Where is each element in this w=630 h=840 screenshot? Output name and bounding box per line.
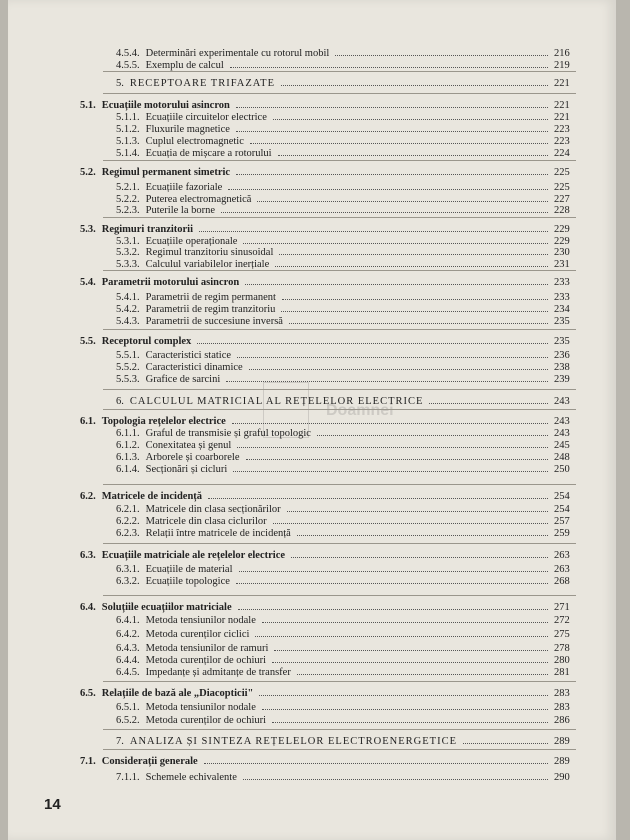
toc-entry-title: Ecuațiile matriciale ale rețelelor electrice [101, 550, 286, 561]
toc-entry-title: Cuplul electromagnetic [145, 136, 244, 147]
toc-entry-number: 6.3. [80, 550, 96, 561]
section-divider [103, 160, 576, 161]
toc-entry-number: 6.4.2. [116, 629, 140, 640]
toc-entry-page: 290 [554, 772, 570, 783]
dot-leader [317, 435, 548, 436]
toc-entry-title: Ecuațiile de material [145, 564, 233, 575]
dot-leader [197, 343, 548, 344]
toc-subsection [116, 770, 576, 783]
toc-entry-number: 5.4. [80, 277, 96, 288]
dot-leader [297, 535, 548, 536]
toc-entry-number: 6.4.4. [116, 655, 140, 666]
toc-entry-page: 272 [554, 615, 570, 626]
toc-entry-title: Caracteristici dinamice [145, 362, 243, 373]
toc-entry-number: 6.4.5. [116, 667, 140, 678]
toc-entry-title: Metoda curenților ciclici [145, 629, 250, 640]
dot-leader [291, 557, 548, 558]
toc-entry-page: 228 [554, 205, 570, 216]
book-page [8, 0, 616, 840]
toc-entry-page: 227 [554, 194, 570, 205]
toc-entry-number: 5.2.3. [116, 205, 140, 216]
toc-section [80, 600, 576, 613]
toc-entry-page: 219 [554, 60, 570, 71]
section-divider [103, 681, 576, 682]
dot-leader [262, 622, 548, 623]
toc-entry-title: Metoda curenților de ochiuri [145, 715, 267, 726]
page-number: 14 [44, 796, 61, 813]
toc-entry-page: 231 [554, 259, 570, 270]
toc-entry-title: Metoda tensiunilor nodale [145, 615, 256, 626]
toc-entry-number: 5.5.2. [116, 362, 140, 373]
toc-entry-page: 257 [554, 516, 570, 527]
toc-entry-title: Metoda tensiunilor de ramuri [145, 643, 269, 654]
toc-subsection [116, 574, 576, 587]
toc-entry-title: Parametrii de regim permanent [145, 292, 276, 303]
dot-leader [272, 722, 548, 723]
dot-leader [289, 323, 548, 324]
toc-entry-number: 4.5.4. [116, 48, 140, 59]
dot-leader [239, 571, 549, 572]
dot-leader [238, 609, 548, 610]
toc-entry-page: 236 [554, 350, 570, 361]
toc-entry-page: 224 [554, 148, 570, 159]
toc-subsection [116, 257, 576, 270]
toc-subsection [116, 627, 576, 640]
toc-entry-title: Ecuațiile circuitelor electrice [145, 112, 267, 123]
toc-entry-number: 5.1.2. [116, 124, 140, 135]
toc-entry-number: 5.3.3. [116, 259, 140, 270]
toc-entry-page: 243 [554, 416, 570, 427]
toc-entry-number: 5.4.1. [116, 292, 140, 303]
toc-entry-title: Considerații generale [101, 756, 198, 767]
dot-leader [236, 174, 548, 175]
toc-entry-page: 283 [554, 688, 570, 699]
dot-leader [273, 119, 548, 120]
toc-entry-title: Caracteristici statice [145, 350, 232, 361]
toc-entry-number: 5.1.1. [116, 112, 140, 123]
toc-entry-number: 6. [116, 396, 124, 407]
toc-entry-page: 243 [554, 396, 570, 407]
toc-entry-page: 263 [554, 550, 570, 561]
toc-subsection [116, 58, 576, 71]
section-divider [103, 217, 576, 218]
dot-leader [230, 67, 548, 68]
dot-leader [245, 284, 548, 285]
toc-entry-page: 230 [554, 247, 570, 258]
toc-subsection [116, 203, 576, 216]
toc-entry-title: Topologia rețelelor electrice [101, 416, 226, 427]
section-divider [103, 749, 576, 750]
dot-leader [246, 459, 549, 460]
toc-entry-title: Conexitatea și genul [145, 440, 232, 451]
toc-entry-title: Schemele echivalente [145, 772, 237, 783]
dot-leader [279, 254, 548, 255]
dot-leader [199, 231, 548, 232]
dot-leader [236, 583, 548, 584]
table-of-contents [8, 0, 616, 840]
toc-entry-page: 278 [554, 643, 570, 654]
toc-entry-title: Exemplu de calcul [145, 60, 224, 71]
dot-leader [232, 423, 548, 424]
toc-entry-title: Fluxurile magnetice [145, 124, 230, 135]
toc-entry-page: 223 [554, 124, 570, 135]
toc-entry-page: 221 [554, 100, 570, 111]
toc-entry-number: 6.2. [80, 491, 96, 502]
toc-entry-title: Ecuațiile fazoriale [145, 182, 223, 193]
toc-entry-title: Calculul variabilelor inerțiale [145, 259, 270, 270]
section-divider [103, 93, 576, 94]
toc-entry-number: 6.5.2. [116, 715, 140, 726]
toc-entry-page: 289 [554, 756, 570, 767]
section-divider [103, 484, 576, 485]
toc-entry-page: 281 [554, 667, 570, 678]
toc-subsection [116, 700, 576, 713]
toc-entry-title: Relații între matricele de incidență [145, 528, 291, 539]
toc-entry-number: 7. [116, 736, 124, 747]
toc-entry-number: 5. [116, 78, 124, 89]
toc-subsection [116, 665, 576, 678]
toc-entry-page: 263 [554, 564, 570, 575]
toc-subsection [116, 314, 576, 327]
toc-entry-title: Receptorul complex [101, 336, 192, 347]
toc-entry-number: 5.5. [80, 336, 96, 347]
toc-entry-page: 238 [554, 362, 570, 373]
toc-subsection [116, 613, 576, 626]
toc-entry-title: Metoda tensiunilor nodale [145, 702, 256, 713]
toc-entry-number: 6.4. [80, 602, 96, 613]
toc-entry-title: Regimuri tranzitorii [101, 224, 194, 235]
toc-entry-number: 5.4.2. [116, 304, 140, 315]
toc-subsection [116, 462, 576, 475]
dot-leader [221, 212, 548, 213]
toc-entry-title: Ecuațiile topologice [145, 576, 230, 587]
toc-entry-title: Parametrii de succesiune inversă [145, 316, 283, 327]
toc-entry-page: 229 [554, 224, 570, 235]
toc-entry-title: Parametrii motorului asincron [101, 277, 240, 288]
section-divider [103, 409, 576, 410]
dot-leader [204, 763, 548, 764]
toc-entry-title: Soluțiile ecuațiilor matriciale [101, 602, 232, 613]
toc-entry-title: Matricele din clasa ciclurilor [145, 516, 267, 527]
toc-entry-number: 6.4.1. [116, 615, 140, 626]
toc-entry-number: 6.1.4. [116, 464, 140, 475]
toc-entry-number: 6.2.1. [116, 504, 140, 515]
dot-leader [208, 498, 548, 499]
toc-entry-number: 6.5. [80, 688, 96, 699]
toc-entry-page: 248 [554, 452, 570, 463]
toc-entry-title: Secționări și cicluri [145, 464, 228, 475]
toc-entry-title: Ecuațiile motorului asincron [101, 100, 230, 111]
toc-entry-number: 5.2.1. [116, 182, 140, 193]
toc-entry-number: 7.1.1. [116, 772, 140, 783]
toc-entry-number: 6.3.1. [116, 564, 140, 575]
toc-section [80, 165, 576, 178]
toc-entry-number: 5.4.3. [116, 316, 140, 327]
dot-leader [259, 695, 548, 696]
section-divider [103, 729, 576, 730]
toc-entry-title: Matricele din clasa secționărilor [145, 504, 281, 515]
toc-entry-page: 225 [554, 167, 570, 178]
toc-subsection [116, 146, 576, 159]
dot-leader [255, 636, 548, 637]
section-divider [103, 270, 576, 271]
dot-leader [273, 523, 548, 524]
dot-leader [272, 662, 548, 663]
toc-entry-number: 4.5.5. [116, 60, 140, 71]
section-divider [103, 71, 576, 72]
toc-entry-number: 7.1. [80, 756, 96, 767]
toc-subsection [116, 372, 576, 385]
toc-entry-page: 245 [554, 440, 570, 451]
toc-entry-title: Regimul tranzitoriu sinusoidal [145, 247, 274, 258]
toc-entry-page: 286 [554, 715, 570, 726]
toc-subsection [116, 713, 576, 726]
dot-leader [274, 650, 548, 651]
toc-entry-title: CALCULUL MATRICIAL AL REȚELELOR ELECTRICE [129, 396, 424, 407]
section-divider [103, 595, 576, 596]
toc-entry-title: Ecuația de mișcare a rotorului [145, 148, 272, 159]
dot-leader [297, 674, 548, 675]
toc-section [80, 334, 576, 347]
toc-entry-number: 6.3.2. [116, 576, 140, 587]
toc-entry-title: Arborele și coarborele [145, 452, 240, 463]
toc-entry-title: Impedanțe și admitanțe de transfer [145, 667, 291, 678]
dot-leader [236, 107, 548, 108]
toc-entry-page: 280 [554, 655, 570, 666]
toc-entry-page: 254 [554, 491, 570, 502]
toc-entry-title: Determinări experimentale cu rotorul mobil [145, 48, 330, 59]
toc-entry-number: 6.2.3. [116, 528, 140, 539]
toc-entry-number: 5.5.3. [116, 374, 140, 385]
toc-entry-page: 275 [554, 629, 570, 640]
toc-entry-page: 221 [554, 78, 570, 89]
toc-entry-number: 6.1. [80, 416, 96, 427]
toc-entry-page: 223 [554, 136, 570, 147]
dot-leader [233, 471, 548, 472]
dot-leader [237, 447, 548, 448]
toc-entry-title: Ecuațiile operaționale [145, 236, 238, 247]
toc-entry-title: Puterea electromagnetică [145, 194, 252, 205]
dot-leader [429, 403, 548, 404]
toc-entry-number: 5.1. [80, 100, 96, 111]
toc-entry-number: 5.5.1. [116, 350, 140, 361]
toc-entry-title: Grafice de sarcini [145, 374, 221, 385]
dot-leader [228, 189, 548, 190]
toc-entry-page: 233 [554, 292, 570, 303]
toc-entry-title: Regimul permanent simetric [101, 167, 231, 178]
toc-entry-page: 268 [554, 576, 570, 587]
toc-entry-number: 6.2.2. [116, 516, 140, 527]
dot-leader [237, 357, 548, 358]
toc-entry-title: Relațiile de bază ale „Diacopticii" [101, 688, 254, 699]
section-divider [103, 389, 576, 390]
toc-entry-number: 6.1.1. [116, 428, 140, 439]
toc-entry-number: 5.2.2. [116, 194, 140, 205]
toc-entry-page: 225 [554, 182, 570, 193]
toc-entry-number: 6.1.2. [116, 440, 140, 451]
dot-leader [281, 85, 548, 86]
toc-entry-page: 235 [554, 336, 570, 347]
dot-leader [281, 311, 548, 312]
toc-chapter [116, 394, 576, 407]
toc-entry-page: 239 [554, 374, 570, 385]
toc-entry-page: 233 [554, 277, 570, 288]
section-divider [103, 329, 576, 330]
toc-entry-number: 6.1.3. [116, 452, 140, 463]
toc-entry-number: 5.3.2. [116, 247, 140, 258]
toc-entry-page: 235 [554, 316, 570, 327]
dot-leader [249, 369, 548, 370]
toc-entry-title: Puterile la borne [145, 205, 216, 216]
toc-entry-page: 229 [554, 236, 570, 247]
toc-entry-number: 6.4.3. [116, 643, 140, 654]
toc-chapter [116, 76, 576, 89]
toc-subsection [116, 526, 576, 539]
toc-entry-page: 250 [554, 464, 570, 475]
toc-entry-page: 221 [554, 112, 570, 123]
dot-leader [257, 201, 548, 202]
toc-chapter [116, 734, 576, 747]
toc-entry-number: 5.1.4. [116, 148, 140, 159]
toc-entry-title: Metoda curenților de ochiuri [145, 655, 267, 666]
toc-entry-page: 243 [554, 428, 570, 439]
toc-entry-page: 271 [554, 602, 570, 613]
toc-entry-number: 5.1.3. [116, 136, 140, 147]
toc-entry-number: 6.5.1. [116, 702, 140, 713]
dot-leader [278, 155, 548, 156]
toc-entry-title: ANALIZA ȘI SINTEZA REȚELELOR ELECTROENERGETICE [129, 736, 458, 747]
toc-entry-page: 234 [554, 304, 570, 315]
dot-leader [236, 131, 548, 132]
toc-entry-title: Matricele de incidență [101, 491, 203, 502]
toc-section [80, 489, 576, 502]
dot-leader [262, 709, 548, 710]
toc-entry-page: 216 [554, 48, 570, 59]
toc-entry-number: 5.2. [80, 167, 96, 178]
dot-leader [463, 743, 548, 744]
toc-entry-page: 259 [554, 528, 570, 539]
dot-leader [250, 143, 548, 144]
watermark-text: Doamnei [326, 402, 394, 419]
dot-leader [243, 243, 548, 244]
toc-entry-page: 254 [554, 504, 570, 515]
toc-section [80, 275, 576, 288]
dot-leader [243, 779, 548, 780]
dot-leader [226, 381, 548, 382]
toc-entry-title: RECEPTOARE TRIFAZATE [129, 78, 276, 89]
toc-section [80, 686, 576, 699]
toc-entry-title: Graful de transmisie și graful topologic [145, 428, 311, 439]
toc-entry-number: 5.3.1. [116, 236, 140, 247]
dot-leader [282, 299, 548, 300]
section-divider [103, 543, 576, 544]
toc-section [80, 548, 576, 561]
dot-leader [335, 55, 548, 56]
toc-entry-page: 283 [554, 702, 570, 713]
toc-entry-title: Parametrii de regim tranzitoriu [145, 304, 276, 315]
toc-section [80, 754, 576, 767]
toc-entry-page: 289 [554, 736, 570, 747]
dot-leader [287, 511, 548, 512]
toc-entry-number: 5.3. [80, 224, 96, 235]
dot-leader [275, 266, 548, 267]
